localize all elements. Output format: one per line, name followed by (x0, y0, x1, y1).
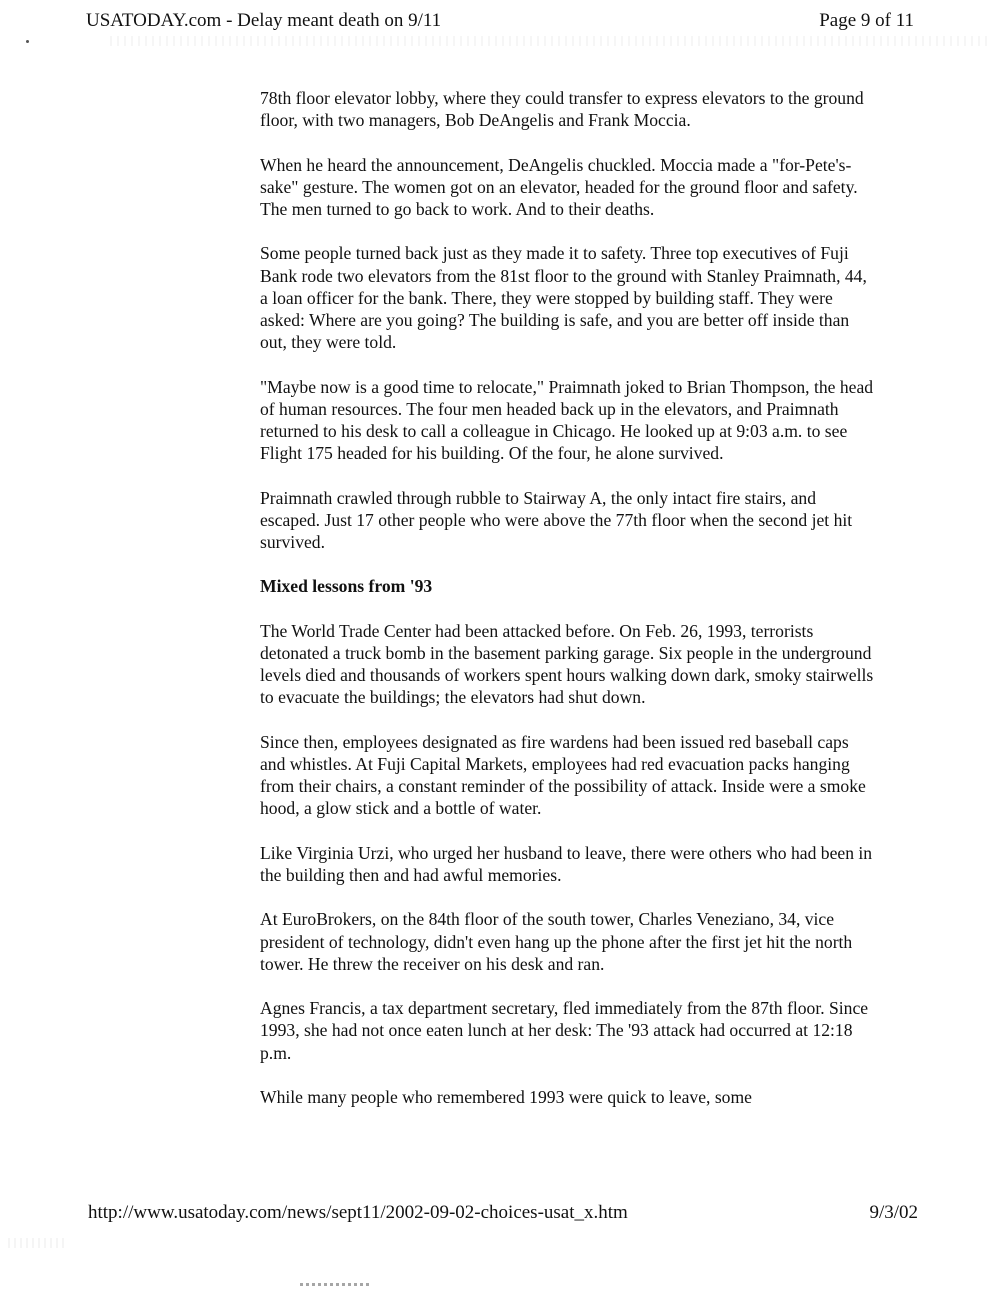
scan-artifact (110, 36, 990, 46)
article-paragraph: Some people turned back just as they made it to safety. Three top executives of Fuji Bank rode two elevators from the 81st floor to the ground with Stanley Praimnath, 44, a loan officer for the bank. There, they were stopped by building staff. They were asked: Where are you going? The building is safe, and you are better off inside than out, they were told. (260, 243, 867, 353)
scan-artifact (300, 1283, 370, 1286)
article-paragraph: At EuroBrokers, on the 84th floor of the south tower, Charles Veneziano, 34, vice president of technology, didn't even hang up the phone after the first jet hit the north tower. He threw the receiver on his desk and ran. (260, 909, 853, 974)
article-paragraph: While many people who remembered 1993 were quick to leave, some (260, 1086, 752, 1107)
article-paragraph: Praimnath crawled through rubble to Stairway A, the only intact fire stairs, and escaped. Just 17 other people who were above the 77th floor when the second jet hit survived. (260, 487, 853, 552)
article-paragraph: "Maybe now is a good time to relocate," Praimnath joked to Brian Thompson, the head of human resources. The four men headed back up in the elevators, and Praimnath returned to his desk to call a colleague in Chicago. He looked up at 9:03 a.m. to see Flight 175 headed for his building. Of the four, he alone survived. (260, 376, 874, 464)
article-paragraph: 78th floor elevator lobby, where they could transfer to express elevators to the ground floor, with two managers, Bob DeAngelis and Frank Moccia. (260, 88, 864, 131)
page-header-title: USATODAY.com - Delay meant death on 9/11 (86, 10, 442, 31)
footer-date: 9/3/02 (869, 1202, 918, 1223)
scan-artifact (26, 40, 29, 43)
article-paragraph: The World Trade Center had been attacked before. On Feb. 26, 1993, terrorists detonated a truck bomb in the basement parking garage. Six people in the underground levels died and thousands of workers spent hours walking down dark, smoky stairwells to evacuate the buildings; the elevators had shut down. (260, 620, 874, 708)
article-body (260, 87, 875, 1130)
scan-artifact (8, 1238, 68, 1248)
footer-url: http://www.usatoday.com/news/sept11/2002-09-02-choices-usat_x.htm (88, 1202, 628, 1223)
page-number: Page 9 of 11 (819, 10, 914, 31)
section-heading: Mixed lessons from '93 (260, 576, 433, 597)
article-paragraph: Since then, employees designated as fire wardens had been issued red baseball caps and whistles. At Fuji Capital Markets, employees had red evacuation packs hanging from their chairs, a constant reminder of the possibility of attack. Inside were a smoke hood, a glow stick and a bottle of water. (260, 731, 866, 819)
article-paragraph: When he heard the announcement, DeAngelis chuckled. Moccia made a "for-Pete's-sake" gesture. The women got on an elevator, headed for the ground floor and safety. The men turned to go back to work. And to their deaths. (260, 154, 858, 219)
article-paragraph: Like Virginia Urzi, who urged her husband to leave, there were others who had been in the building then and had awful memories. (260, 842, 873, 885)
article-paragraph: Agnes Francis, a tax department secretary, fled immediately from the 87th floor. Since 1993, she had not once eaten lunch at her desk: The '93 attack had occurred at 12:18 p.m. (260, 998, 869, 1063)
